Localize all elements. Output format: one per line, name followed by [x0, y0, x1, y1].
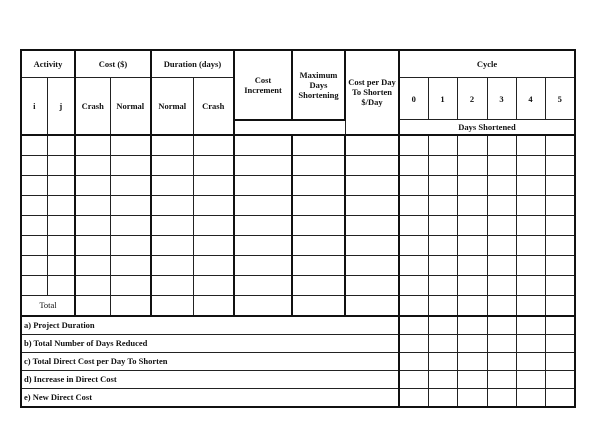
table-row: [21, 235, 575, 255]
summary-row: [21, 334, 575, 352]
table-cell: [110, 295, 151, 316]
table-cell: [75, 155, 110, 175]
table-cell: [151, 275, 193, 295]
table-cell: [21, 135, 47, 156]
summary-cell: [516, 370, 545, 388]
table-cell: [516, 215, 545, 235]
table-cell: [487, 135, 516, 156]
table-cell: [399, 135, 428, 156]
table-cell: [193, 215, 234, 235]
cycle-3: 3: [487, 78, 516, 120]
table-cell: [151, 295, 193, 316]
table-cell: [234, 255, 292, 275]
table-cell: [234, 235, 292, 255]
summary-cell: [487, 370, 516, 388]
table-cell: [151, 155, 193, 175]
table-cell: [487, 255, 516, 275]
table-cell: [110, 155, 151, 175]
summary-cell: [545, 352, 575, 370]
table-cell: [292, 295, 345, 316]
summary-cell: [428, 370, 457, 388]
i-header: i: [21, 78, 47, 135]
table-cell: [47, 195, 75, 215]
table-cell: [457, 135, 487, 156]
max-days-shortening-header: Maximum Days Shortening: [292, 50, 345, 120]
summary-row: [21, 370, 575, 388]
table-cell: [457, 155, 487, 175]
table-cell: [75, 195, 110, 215]
table-cell: [21, 215, 47, 235]
table-cell: [151, 135, 193, 156]
table-cell: [151, 235, 193, 255]
table-cell: [399, 295, 428, 316]
table-cell: [193, 235, 234, 255]
table-cell: [457, 255, 487, 275]
table-cell: [428, 195, 457, 215]
table-cell: [292, 215, 345, 235]
summary-cell: [487, 388, 516, 407]
table-cell: [345, 155, 399, 175]
cost-crash-header: Crash: [75, 78, 110, 135]
table-cell: [545, 195, 575, 215]
table-cell: [516, 195, 545, 215]
table-cell: [234, 155, 292, 175]
summary-label: c) Total Direct Cost per Day To Shorten: [21, 352, 399, 370]
table-cell: [151, 195, 193, 215]
activity-header: Activity: [21, 50, 75, 78]
duration-normal-header: Normal: [151, 78, 193, 135]
summary-cell: [428, 334, 457, 352]
table-cell: [399, 175, 428, 195]
table-cell: [457, 175, 487, 195]
summary-cell: [516, 388, 545, 407]
table-cell: [292, 155, 345, 175]
table-cell: [545, 215, 575, 235]
table-row: [21, 215, 575, 235]
table-cell: [110, 135, 151, 156]
table-cell: [75, 235, 110, 255]
table-cell: [193, 155, 234, 175]
table-cell: [292, 135, 345, 156]
table-cell: [234, 195, 292, 215]
summary-cell: [428, 388, 457, 407]
summary-cell: [457, 334, 487, 352]
table-cell: [345, 295, 399, 316]
summary-cell: [457, 316, 487, 335]
days-shortened-header: Days Shortened: [399, 120, 575, 135]
summary-cell: [428, 316, 457, 335]
crashing-worksheet: [20, 49, 576, 408]
table-cell: [292, 255, 345, 275]
table-cell: [345, 275, 399, 295]
table-cell: [110, 255, 151, 275]
table-cell: [516, 155, 545, 175]
cycle-2: 2: [457, 78, 487, 120]
cycle-4: 4: [516, 78, 545, 120]
table-cell: [47, 275, 75, 295]
table-cell: [487, 275, 516, 295]
table-cell: [457, 215, 487, 235]
table-cell: [428, 255, 457, 275]
table-cell: [516, 235, 545, 255]
table-row: [21, 135, 575, 156]
table-cell: [21, 275, 47, 295]
summary-label: d) Increase in Direct Cost: [21, 370, 399, 388]
table-row: [21, 155, 575, 175]
table-cell: [487, 235, 516, 255]
table-cell: [345, 195, 399, 215]
table-cell: [292, 235, 345, 255]
summary-cell: [516, 316, 545, 335]
table-cell: [545, 275, 575, 295]
table-cell: [487, 155, 516, 175]
table-cell: [399, 275, 428, 295]
table-cell: [47, 255, 75, 275]
table-cell: [292, 195, 345, 215]
cost-increment-blank: [234, 120, 345, 135]
table-cell: [545, 255, 575, 275]
summary-cell: [457, 352, 487, 370]
cost-per-day-header: Cost per Day To Shorten $/Day: [345, 50, 399, 135]
table-cell: [151, 175, 193, 195]
table-cell: [487, 195, 516, 215]
summary-row: [21, 388, 575, 407]
table-row: [21, 275, 575, 295]
table-cell: [545, 295, 575, 316]
cycle-0: 0: [399, 78, 428, 120]
table-row: [21, 175, 575, 195]
table-cell: [545, 155, 575, 175]
summary-label: b) Total Number of Days Reduced: [21, 334, 399, 352]
table-cell: [516, 175, 545, 195]
table-cell: [75, 295, 110, 316]
table-cell: [428, 295, 457, 316]
table-cell: [110, 175, 151, 195]
table-row: [21, 255, 575, 275]
table-cell: [21, 155, 47, 175]
summary-cell: [487, 352, 516, 370]
summary-cell: [516, 352, 545, 370]
table-cell: [399, 155, 428, 175]
duration-header: Duration (days): [151, 50, 234, 78]
table-cell: [151, 215, 193, 235]
summary-cell: [545, 334, 575, 352]
table-cell: [47, 215, 75, 235]
duration-crash-header: Crash: [193, 78, 234, 135]
table-cell: [75, 255, 110, 275]
cost-header: Cost ($): [75, 50, 151, 78]
table-cell: [234, 135, 292, 156]
table-cell: [47, 235, 75, 255]
table-cell: [516, 255, 545, 275]
table-cell: [457, 275, 487, 295]
table-cell: [345, 235, 399, 255]
table-cell: [47, 175, 75, 195]
table-cell: [75, 135, 110, 156]
table-cell: [110, 215, 151, 235]
table-cell: [345, 215, 399, 235]
table-cell: [487, 295, 516, 316]
summary-cell: [428, 352, 457, 370]
table-cell: [110, 195, 151, 215]
summary-row: [21, 352, 575, 370]
summary-row: [21, 316, 575, 335]
table-cell: [545, 175, 575, 195]
table-cell: [193, 135, 234, 156]
table-cell: [75, 275, 110, 295]
table-cell: [193, 175, 234, 195]
total-row: [21, 295, 575, 316]
table-cell: [21, 195, 47, 215]
summary-cell: [516, 334, 545, 352]
summary-cell: [399, 352, 428, 370]
cost-increment-header: Cost Increment: [234, 50, 292, 120]
total-label: Total: [21, 295, 75, 316]
table-cell: [487, 175, 516, 195]
table-cell: [457, 295, 487, 316]
table-cell: [428, 135, 457, 156]
summary-cell: [457, 388, 487, 407]
cost-normal-header: Normal: [110, 78, 151, 135]
table-cell: [193, 195, 234, 215]
table-cell: [428, 155, 457, 175]
table-cell: [21, 175, 47, 195]
table-cell: [345, 255, 399, 275]
table-cell: [428, 175, 457, 195]
cycle-5: 5: [545, 78, 575, 120]
table-cell: [47, 135, 75, 156]
table-cell: [545, 135, 575, 156]
table-cell: [345, 135, 399, 156]
table-cell: [75, 215, 110, 235]
summary-cell: [545, 316, 575, 335]
cycle-1: 1: [428, 78, 457, 120]
table-cell: [399, 255, 428, 275]
table-cell: [516, 275, 545, 295]
table-cell: [428, 235, 457, 255]
summary-cell: [487, 316, 516, 335]
table-cell: [75, 175, 110, 195]
table-cell: [292, 275, 345, 295]
table-cell: [110, 235, 151, 255]
table-cell: [110, 275, 151, 295]
table-cell: [292, 175, 345, 195]
summary-cell: [399, 334, 428, 352]
table-cell: [457, 195, 487, 215]
summary-label: e) New Direct Cost: [21, 388, 399, 407]
summary-cell: [545, 370, 575, 388]
summary-cell: [457, 370, 487, 388]
summary-cell: [399, 370, 428, 388]
table-cell: [345, 175, 399, 195]
table-cell: [21, 235, 47, 255]
table-cell: [21, 255, 47, 275]
summary-cell: [399, 388, 428, 407]
cycle-header: Cycle: [399, 50, 575, 78]
table-cell: [516, 295, 545, 316]
table-cell: [457, 235, 487, 255]
table-cell: [234, 295, 292, 316]
table-cell: [193, 275, 234, 295]
table-cell: [234, 175, 292, 195]
table-cell: [234, 215, 292, 235]
summary-cell: [487, 334, 516, 352]
table-cell: [151, 255, 193, 275]
table-cell: [399, 195, 428, 215]
table-cell: [428, 215, 457, 235]
table-cell: [487, 215, 516, 235]
j-header: j: [47, 78, 75, 135]
table-cell: [428, 275, 457, 295]
table-cell: [399, 215, 428, 235]
table-cell: [193, 295, 234, 316]
table-cell: [234, 275, 292, 295]
summary-label: a) Project Duration: [21, 316, 399, 335]
table-cell: [545, 235, 575, 255]
table-cell: [193, 255, 234, 275]
table-cell: [47, 155, 75, 175]
table-cell: [399, 235, 428, 255]
summary-cell: [399, 316, 428, 335]
table-row: [21, 195, 575, 215]
summary-cell: [545, 388, 575, 407]
table-cell: [516, 135, 545, 156]
